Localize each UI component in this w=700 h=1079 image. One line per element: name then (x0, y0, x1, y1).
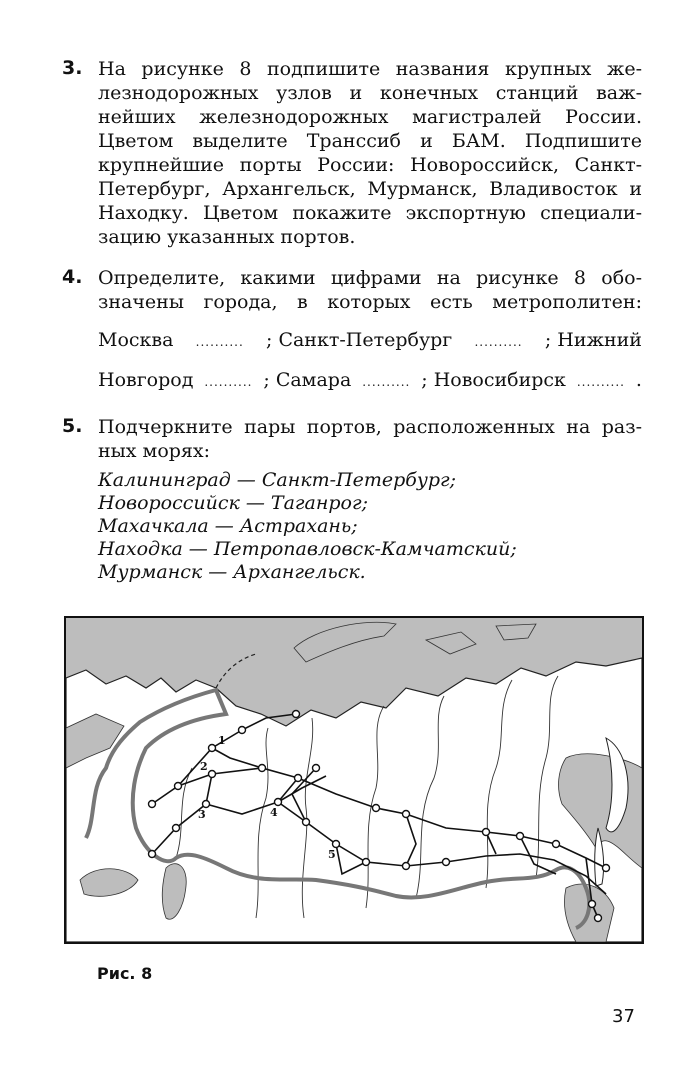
city-marker (313, 765, 320, 772)
city-marker (483, 829, 490, 836)
city-marker (209, 745, 216, 752)
city-marker (149, 851, 156, 858)
city-marker (239, 727, 246, 734)
city-marker (553, 841, 560, 848)
answer-row-1 (98, 328, 642, 354)
port-pair[interactable]: Мурманск — Архангельск. (98, 561, 366, 583)
city-marker (589, 901, 596, 908)
city-marker (595, 915, 602, 922)
task-3-line: зацию указанных портов. (98, 226, 356, 248)
answer-row-2 (98, 368, 642, 394)
task-5-number: 5. (62, 415, 83, 437)
task-3-line: нейших железнодорожных магистралей России. (98, 106, 642, 128)
city-marker (175, 783, 182, 790)
city-marker (603, 865, 610, 872)
task-3-number: 3. (62, 57, 83, 79)
task-5-line: ных морях: (98, 440, 211, 462)
city-moscow-label: Москва (98, 329, 174, 351)
city-label-1: 1 (218, 734, 226, 747)
task-3-text (98, 57, 642, 249)
city-marker (149, 801, 156, 808)
port-pair[interactable]: Новороссийск — Таганрог; (98, 492, 368, 514)
port-pairs-list (98, 469, 642, 584)
city-marker (295, 775, 302, 782)
city-marker (333, 841, 340, 848)
city-marker (363, 859, 370, 866)
answer-blank-nn[interactable]: .......... (204, 375, 253, 389)
city-label-2: 2 (200, 760, 208, 773)
city-marker (209, 771, 216, 778)
city-marker (517, 833, 524, 840)
map-svg (66, 618, 642, 942)
city-marker (443, 859, 450, 866)
row-end-period: . (635, 369, 642, 391)
task-3-line: Цветом выделите Транссиб и БАМ. Подпишите (98, 130, 642, 152)
task-4-number: 4. (62, 266, 83, 288)
task-3-line: Петербург, Архангельск, Мурманск, Владивосток и (98, 178, 642, 200)
port-pair[interactable]: Махачкала — Астрахань; (98, 515, 358, 537)
task-3 (62, 57, 642, 249)
port-pair[interactable]: Калининград — Санкт-Петербург; (98, 469, 457, 491)
city-spb-label: ; Санкт-Петербург (266, 329, 453, 351)
task-3-line: лезнодорожных узлов и конечных станций важ- (98, 82, 642, 104)
city-marker (403, 863, 410, 870)
russia-railway-map (64, 616, 644, 944)
task-5-text (98, 415, 642, 463)
task-5 (62, 415, 642, 584)
answer-blank-moscow[interactable]: .......... (195, 335, 244, 349)
city-marker (259, 765, 266, 772)
task-4-line: Определите, какими цифрами на рисунке 8 обо- (98, 267, 642, 289)
figure-caption: Рис. 8 (97, 964, 153, 983)
city-marker (303, 819, 310, 826)
task-3-line: Находку. Цветом покажите экспортную специали- (98, 202, 642, 224)
answer-blank-novosibirsk[interactable]: .......... (576, 375, 625, 389)
city-marker (373, 805, 380, 812)
city-marker (293, 711, 300, 718)
answer-blank-samara[interactable]: .......... (362, 375, 411, 389)
task-4-line: значены города, в которых есть метрополитен: (98, 291, 642, 313)
city-marker (403, 811, 410, 818)
task-4 (62, 266, 642, 394)
city-label-3: 3 (198, 808, 206, 821)
city-marker (203, 801, 210, 808)
city-marker (275, 799, 282, 806)
port-pair[interactable]: Находка — Петропавловск-Камчатский; (98, 538, 517, 560)
task-4-text (98, 266, 642, 394)
task-3-line: крупнейшие порты России: Новороссийск, Санкт- (98, 154, 642, 176)
city-label-4: 4 (270, 806, 278, 819)
task-5-line: Подчеркните пары портов, расположенных на раз- (98, 416, 642, 438)
city-nn-label-2: Новгород (98, 369, 194, 391)
city-marker (173, 825, 180, 832)
city-samara-label: ; Самара (263, 369, 352, 391)
page-number: 37 (612, 1006, 635, 1027)
city-novosibirsk-label: ; Новосибирск (421, 369, 566, 391)
answer-blank-spb[interactable]: .......... (474, 335, 523, 349)
city-label-5: 5 (328, 848, 336, 861)
task-3-line: На рисунке 8 подпишите названия крупных же- (98, 58, 642, 80)
city-nn-label-1: ; Нижний (544, 329, 642, 351)
